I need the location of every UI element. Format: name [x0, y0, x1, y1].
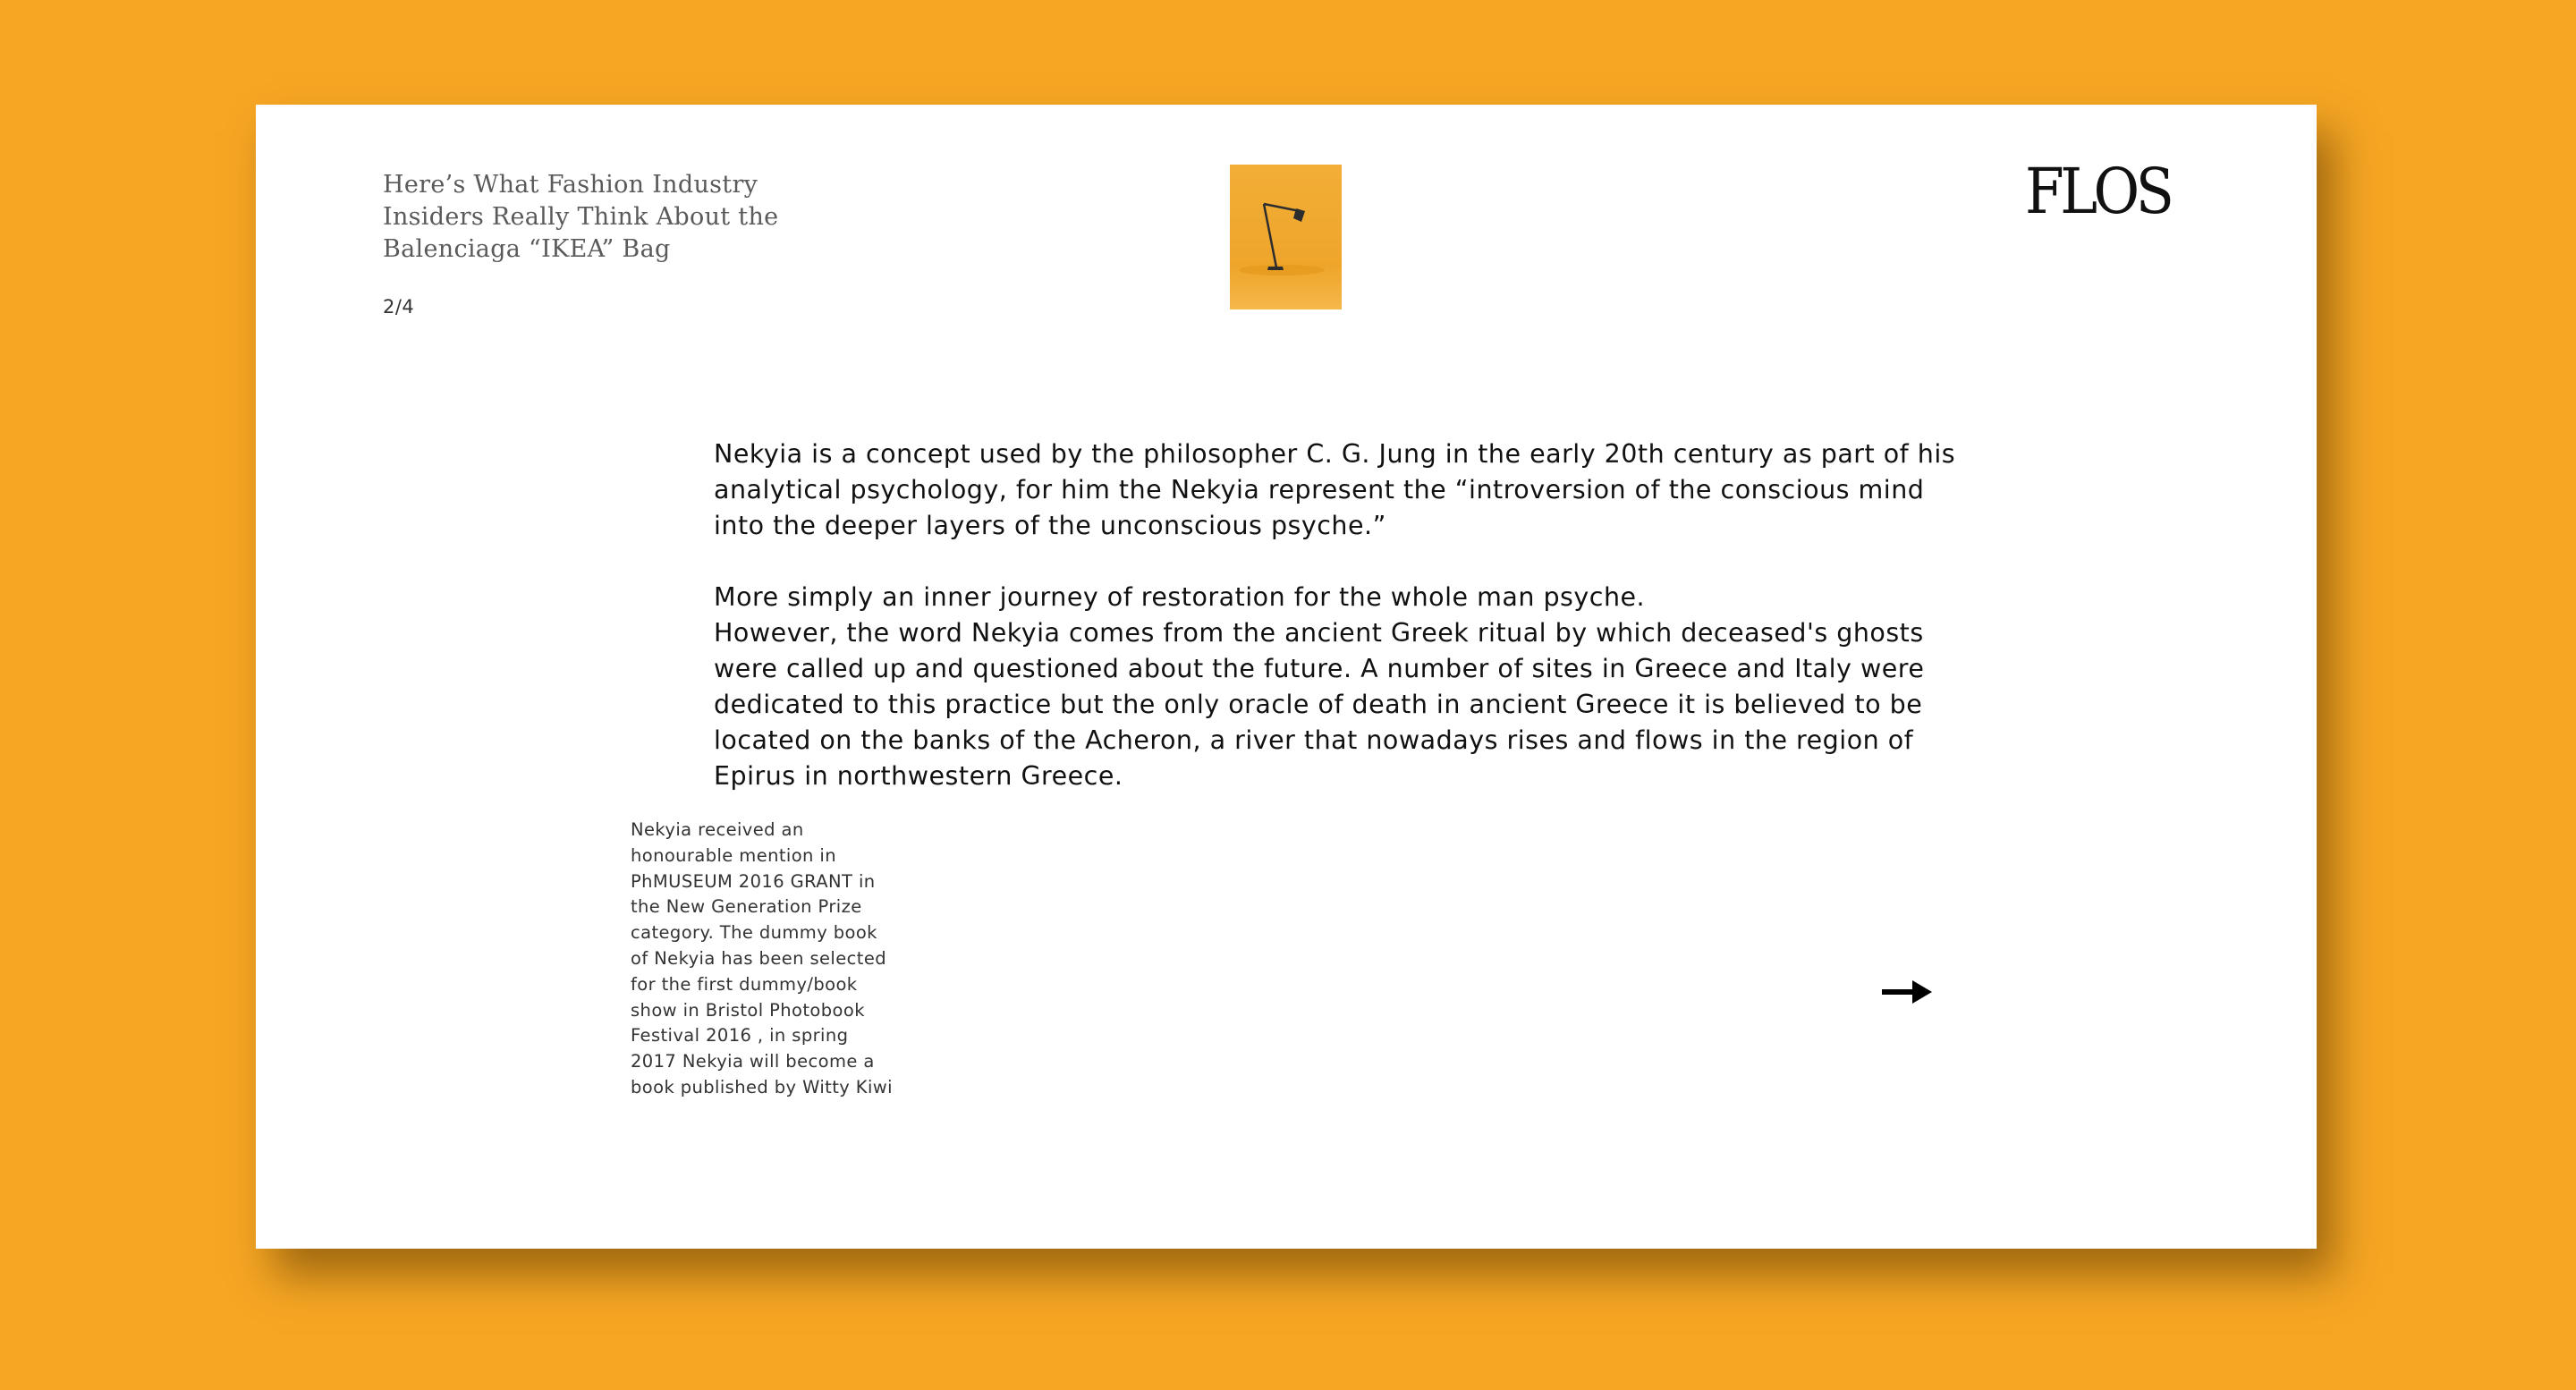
body-line: More simply an inner journey of restoration for the whole man psyche. — [714, 582, 1646, 612]
body-line: However, the word Nekyia comes from the ancient Greek ritual by which deceased's ghosts were called up and questioned about the future. A number of sites in Greece and Italy were dedicated to this practice but the only oracle of death in ancient Greece it is believed to be located on the banks of the Acheron, a river that nowadays rises and flows in the region of Epirus in northwestern Greece. — [714, 618, 1925, 791]
lamp-thumbnail[interactable] — [1230, 165, 1342, 309]
body-paragraph: Nekyia is a concept used by the philosopher C. G. Jung in the early 20th century as part of his analytical psychology, for him the Nekyia represent the “introversion of the conscious mind into the deeper layers of the unconscious psyche.” — [714, 439, 1956, 540]
flos-logo[interactable]: FLOS — [2025, 155, 2171, 228]
side-caption: Nekyia received an honourable mention in PhMUSEUM 2016 GRANT in the New Generation Prize category. The dummy book of Nekyia has been selected for the first dummy/book show in Bristol Photobook Festival 2016 , in spring 2017 Nekyia will become a book published by Witty Kiwi — [631, 819, 893, 1098]
article-body — [714, 436, 1966, 794]
article-headline[interactable]: Here’s What Fashion Industry Insiders Really Think About the Balenciaga “IKEA” Bag — [383, 171, 779, 263]
article-card — [256, 105, 2317, 1249]
page-counter: 2/4 — [383, 296, 415, 318]
arrow-right-icon[interactable] — [1882, 978, 1932, 1006]
body-paragraph — [714, 580, 1966, 794]
